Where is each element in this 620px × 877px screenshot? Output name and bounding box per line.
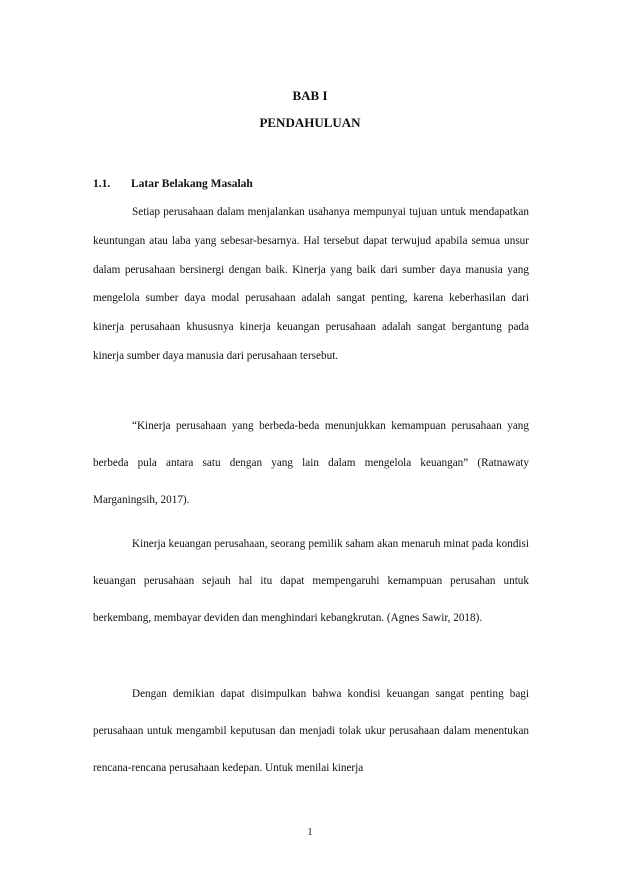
paragraph-2-quote: “Kinerja perusahaan yang berbeda-beda menunjukkan kemampuan perusahaan yang berbeda pula antara satu dengan yang lain dalam mengelola keuangan” (Ratnawaty Marganingsih, 2017). (93, 420, 529, 506)
chapter-label: BAB I (292, 88, 328, 103)
chapter-title: PENDAHULUAN (259, 115, 361, 130)
paragraph-1: Setiap perusahaan dalam menjalankan usahanya mempunyai tujuan untuk mendapatkan keuntungan atau laba yang sebesar-besarnya. Hal tersebut dapat terwujud apabila semua unsur dalam perusahaan bersinergi dengan baik. Kinerja yang baik dari sumber daya manusia yang mengelola sumber daya modal perusahaan adalah sangat penting, karena keberhasilan dari kinerja perusahaan khususnya kinerja keuangan perusahaan adalah sangat bergantung pada kinerja sumber daya manusia dari perusahaan tersebut. (93, 206, 529, 362)
page-number: 1 (307, 827, 313, 838)
paragraph-3: Kinerja keuangan perusahaan, seorang pemilik saham akan menaruh minat pada kondisi keuangan perusahaan sejauh hal itu dapat mempengaruhi kemampuan perusahan untuk berkembang, membayar deviden dan menghindari kebangkrutan. (Agnes Sawir, 2018). (93, 538, 529, 624)
section-title: Latar Belakang Masalah (131, 178, 253, 190)
section-number: 1.1. (93, 178, 111, 190)
paragraph-4: Dengan demikian dapat disimpulkan bahwa kondisi keuangan sangat penting bagi perusahaan untuk mengambil keputusan dan menjadi tolak ukur perusahaan dalam menentukan rencana-rencana perusahaan kedepan. Untuk menilai kinerja (93, 688, 529, 774)
